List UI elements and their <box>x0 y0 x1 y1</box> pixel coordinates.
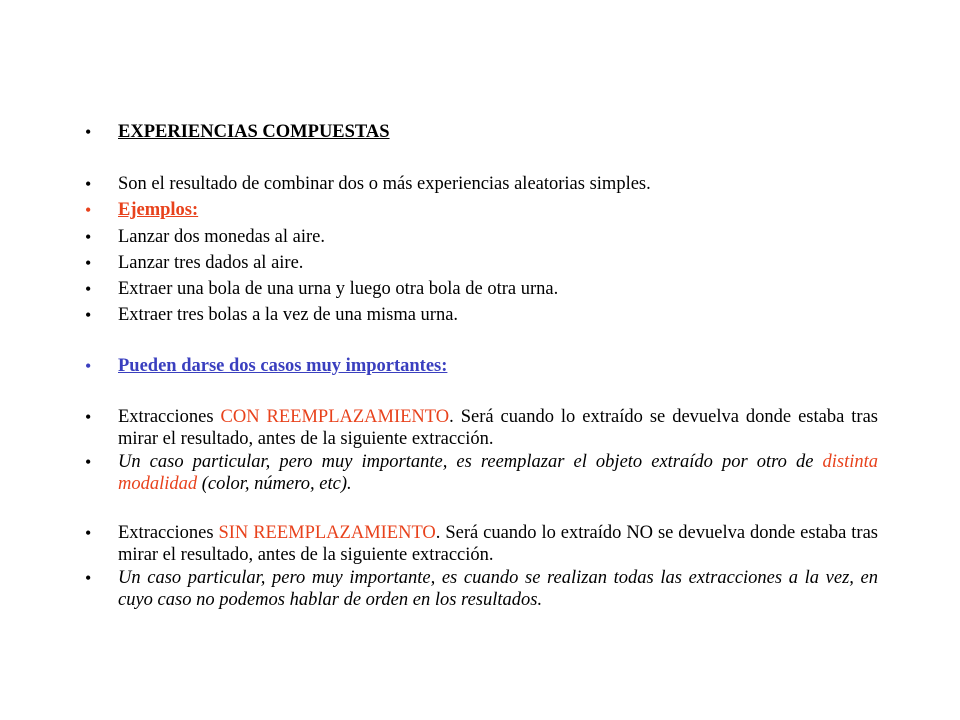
with-replacement-item <box>85 406 878 450</box>
with-replacement-note-pre: Un caso particular, pero muy importante, es reemplazar el objeto extraído por otro de <box>118 452 823 472</box>
without-replacement-highlight: SIN REEMPLAZAMIENTO <box>218 523 436 543</box>
bullet: • <box>85 305 92 325</box>
example-item <box>85 304 878 326</box>
bullet: • <box>85 452 92 472</box>
example-item <box>85 252 878 274</box>
heading-item <box>85 121 878 143</box>
with-replacement-note-post: (color, número, etc). <box>197 474 352 494</box>
bullet: • <box>85 227 92 247</box>
without-replacement-post: . Será cuando lo extraído NO se devuelva donde estaba tras mirar el resultado, antes de la siguiente extracción. <box>118 523 878 565</box>
cases-label-item <box>85 355 878 377</box>
with-replacement-highlight: CON REEMPLAZAMIENTO <box>220 407 450 427</box>
bullet: • <box>85 407 92 427</box>
examples-label-item <box>85 199 878 221</box>
with-replacement-pre: Extracciones <box>118 407 221 427</box>
without-replacement-note-item <box>85 567 878 611</box>
example-item <box>85 226 878 248</box>
with-replacement-post: . Será cuando lo extraído se devuelva donde estaba tras mirar el resultado, antes de la siguiente extracción. <box>118 407 878 449</box>
cases-label: Pueden darse dos casos muy importantes: <box>118 356 448 376</box>
bullet: • <box>85 279 92 299</box>
bullet: • <box>85 122 92 142</box>
with-replacement-note-item <box>85 451 878 495</box>
example-text: Lanzar tres dados al aire. <box>118 253 304 273</box>
without-replacement-item <box>85 522 878 566</box>
bullet: • <box>85 200 92 220</box>
definition: Son el resultado de combinar dos o más experiencias aleatorias simples. <box>118 174 651 194</box>
without-replacement-pre: Extracciones <box>118 523 219 543</box>
example-item <box>85 278 878 300</box>
examples-label: Ejemplos: <box>118 200 199 220</box>
example-text: Extraer tres bolas a la vez de una misma urna. <box>118 305 459 325</box>
bullet: • <box>85 174 92 194</box>
with-replacement-note-highlight: distinta modalidad <box>118 452 878 494</box>
bullet: • <box>85 568 92 588</box>
bullet: • <box>85 253 92 273</box>
bullet: • <box>85 356 92 376</box>
example-text: Lanzar dos monedas al aire. <box>118 227 326 247</box>
without-replacement-note: Un caso particular, pero muy importante, es cuando se realizan todas las extracciones a la vez, en cuyo caso no podemos hablar de orden en los resultados. <box>118 568 878 610</box>
definition-item <box>85 173 878 195</box>
example-text: Extraer una bola de una urna y luego otra bola de otra urna. <box>118 279 559 299</box>
bullet: • <box>85 523 92 543</box>
heading: EXPERIENCIAS COMPUESTAS <box>118 122 390 142</box>
